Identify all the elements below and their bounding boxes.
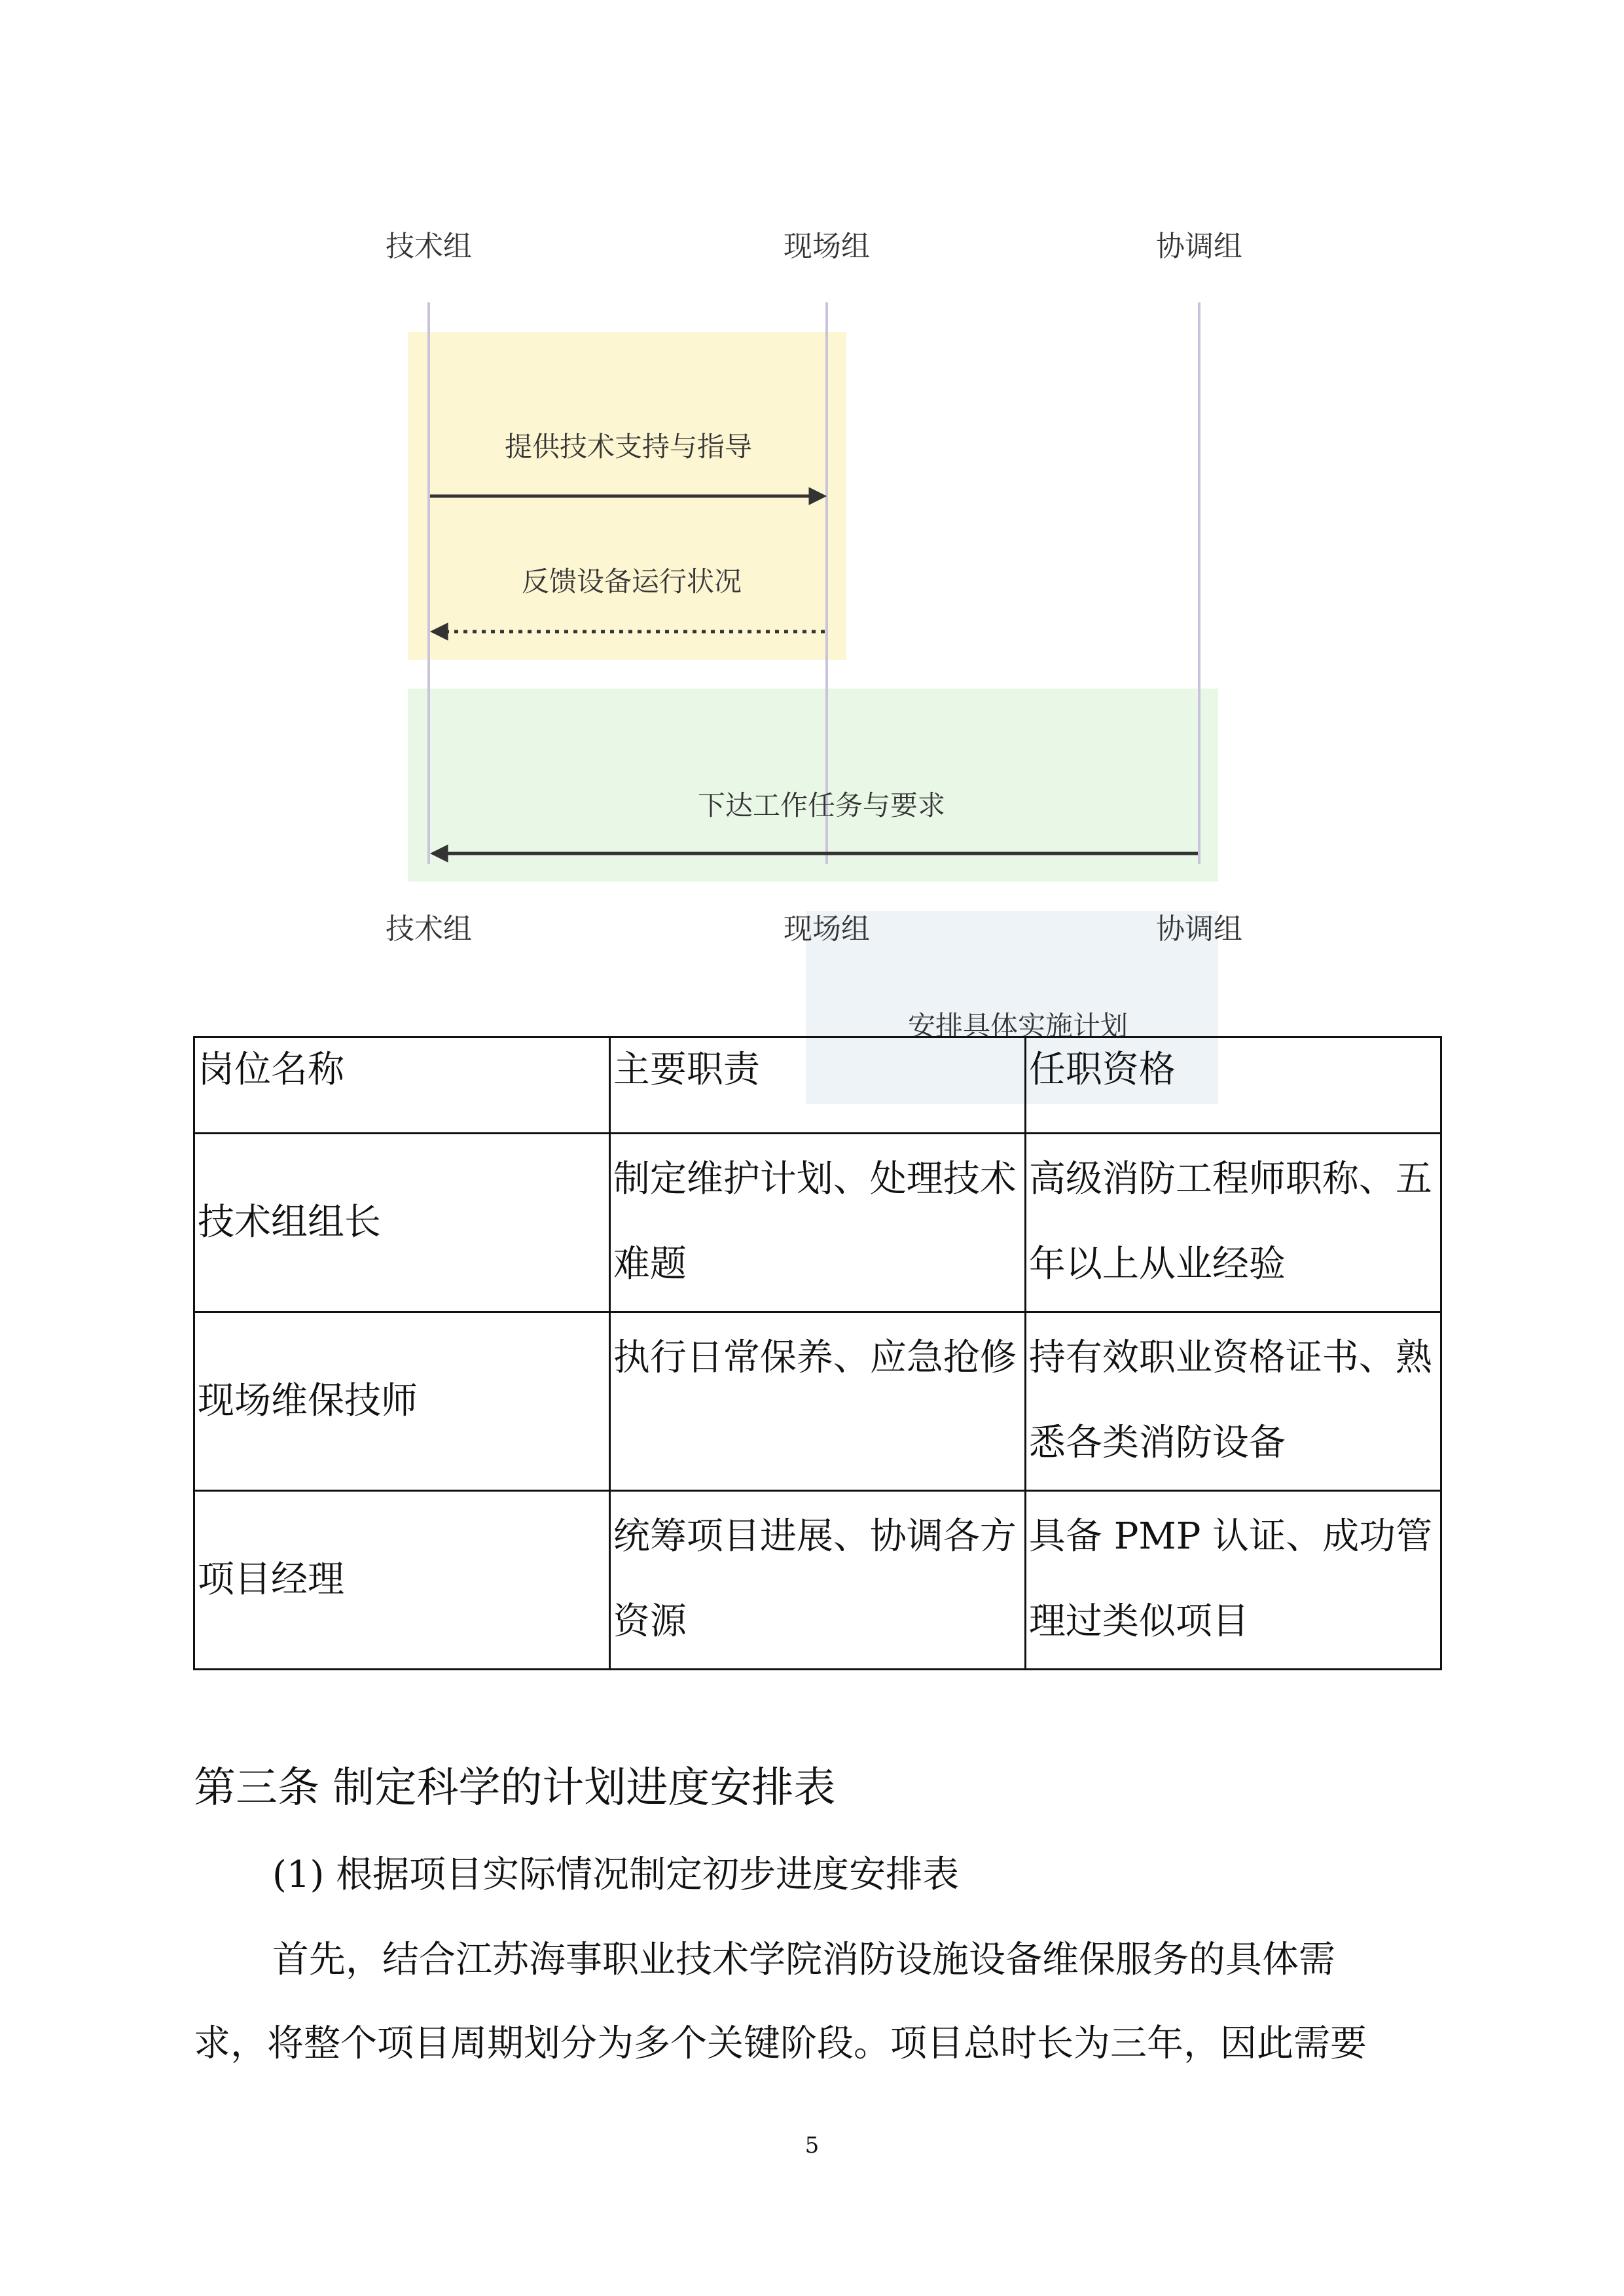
header-cell: 任职资格	[1025, 1037, 1441, 1134]
table-cell: 技术组组长	[194, 1134, 610, 1312]
section-heading: 第三条 制定科学的计划进度安排表	[194, 1764, 836, 1812]
table-row	[194, 1312, 1441, 1491]
message-label: 下达工作任务与要求	[697, 789, 946, 821]
table-cell: 具备 PMP 认证、成功管理过类似项目	[1025, 1491, 1441, 1670]
table-cell: 制定维护计划、处理技术难题	[609, 1134, 1025, 1312]
message-label: 提供技术支持与指导	[504, 431, 753, 463]
table-cell: 统筹项目进展、协调各方资源	[609, 1491, 1025, 1670]
table-header-row	[194, 1037, 1441, 1134]
table-cell: 项目经理	[194, 1491, 610, 1670]
message-label: 安排具体实施计划	[907, 1010, 1128, 1042]
participant-bottom-site: 现场组	[784, 912, 870, 946]
participant-bottom-coord: 协调组	[1156, 912, 1242, 946]
table-cell: 高级消防工程师职称、五年以上从业经验	[1025, 1134, 1441, 1312]
arrow-2	[431, 623, 825, 640]
table-row	[194, 1491, 1441, 1670]
subheading: (1) 根据项目实际情况制定初步进度安排表	[272, 1854, 960, 1896]
table-row	[194, 1134, 1441, 1312]
arrow-3	[431, 845, 1198, 862]
arrow-1	[430, 488, 826, 505]
table-cell: 执行日常保养、应急抢修	[609, 1312, 1025, 1491]
table-cell: 现场维保技师	[194, 1312, 610, 1491]
page-number: 5	[804, 2132, 820, 2159]
participant-top-tech: 技术组	[386, 230, 472, 263]
participant-top-coord: 协调组	[1156, 230, 1242, 263]
message-label: 反馈设备运行状况	[521, 565, 742, 598]
header-cell: 主要职责	[609, 1037, 1025, 1134]
participant-bottom-tech: 技术组	[386, 912, 472, 946]
arrows-layer	[0, 0, 1624, 982]
paragraph-line: 求，将整个项目周期划分为多个关键阶段。项目总时长为三年，因此需要	[194, 2022, 1367, 2065]
participant-top-site: 现场组	[784, 230, 870, 263]
table-cell: 持有效职业资格证书、熟悉各类消防设备	[1025, 1312, 1441, 1491]
header-cell: 岗位名称	[194, 1037, 610, 1134]
roles-table	[193, 1036, 1442, 1670]
paragraph-line: 首先，结合江苏海事职业技术学院消防设施设备维保服务的具体需	[272, 1939, 1335, 1981]
